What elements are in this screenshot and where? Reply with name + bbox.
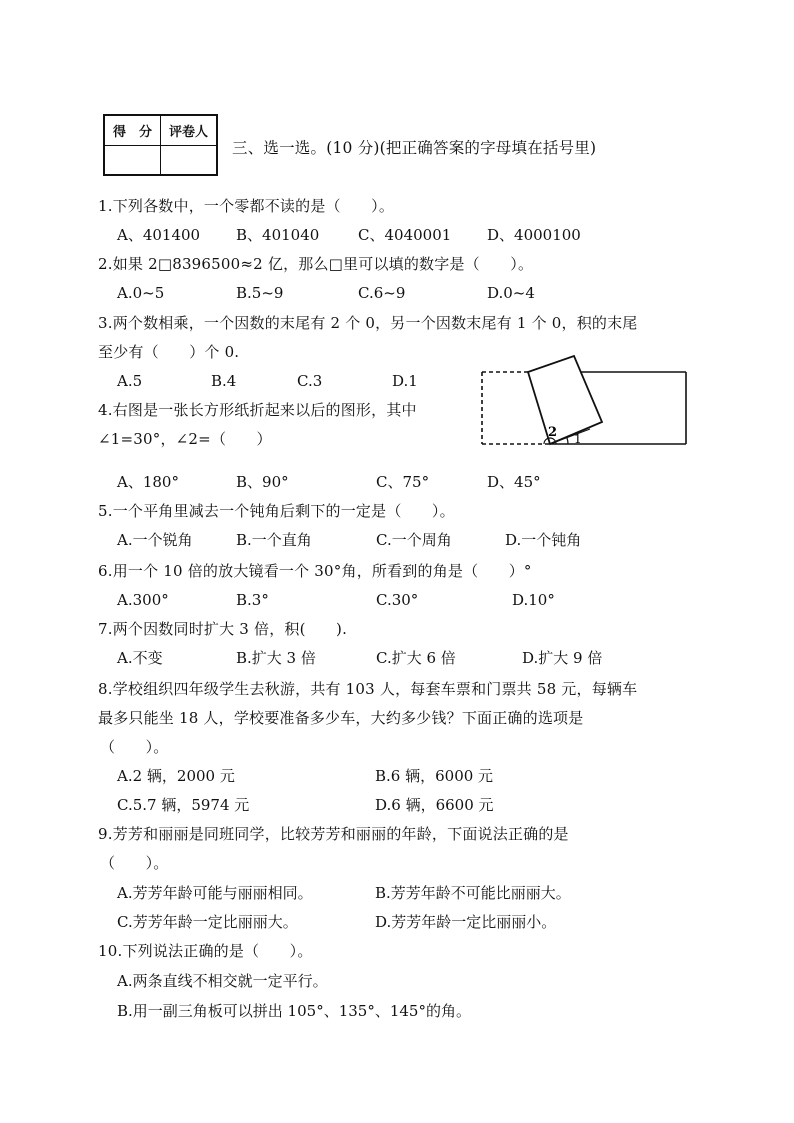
q2-option-b: B.5~9 [236, 284, 284, 302]
grader-header: 评卷人 [161, 115, 218, 146]
question-2-stem: 2.如果 2□8396500≈2 亿，那么□里可以填的数字是（ ）。 [98, 255, 534, 273]
question-6-stem: 6.用一个 10 倍的放大镜看一个 30°角，所看到的角是（ ）° [98, 562, 532, 580]
q6-option-a: A.300° [117, 591, 169, 609]
q1-option-c: C、4040001 [358, 226, 452, 244]
q7-option-b: B.扩大 3 倍 [236, 649, 316, 667]
q8-option-b: B.6 辆，6000 元 [375, 767, 494, 785]
question-5-stem: 5.一个平角里减去一个钝角后剩下的一定是（ ）。 [98, 502, 455, 520]
q6-option-b: B.3° [236, 591, 269, 609]
question-7-stem: 7.两个因数同时扩大 3 倍，积( ). [98, 620, 348, 638]
question-8-stem-line3: （ ）。 [100, 738, 169, 756]
question-4-stem-line2: ∠1=30°，∠2=（ ） [98, 430, 272, 448]
q9-option-b: B.芳芳年龄不可能比丽丽大。 [375, 884, 571, 902]
question-3-stem-line2: 至少有（ ）个 0. [98, 343, 240, 361]
q7-option-a: A.不变 [117, 649, 163, 667]
question-3-stem-line1: 3.两个数相乘，一个因数的末尾有 2 个 0，另一个因数末尾有 1 个 0，积的末尾 [98, 314, 638, 332]
q5-option-a: A.一个锐角 [117, 531, 193, 549]
q10-option-b: B.用一副三角板可以拼出 105°、135°、145°的角。 [117, 1002, 471, 1020]
q7-option-c: C.扩大 6 倍 [376, 649, 456, 667]
question-8-stem-line2: 最多只能坐 18 人，学校要准备多少车，大约多少钱？下面正确的选项是 [98, 709, 584, 727]
score-cell [104, 146, 161, 176]
q3-option-b: B.4 [211, 372, 237, 390]
q8-option-a: A.2 辆，2000 元 [117, 767, 235, 785]
q7-option-d: D.扩大 9 倍 [522, 649, 603, 667]
q6-option-d: D.10° [512, 591, 555, 609]
angle-2-label: 2 [548, 425, 558, 440]
folded-flap [528, 356, 602, 444]
q1-option-a: A、401400 [117, 226, 201, 244]
q8-option-c: C.5.7 辆，5974 元 [117, 796, 250, 814]
q9-option-d: D.芳芳年龄一定比丽丽小。 [375, 913, 557, 931]
q9-option-a: A.芳芳年龄可能与丽丽相同。 [117, 884, 313, 902]
section-title: 三、选一选。(10 分)(把正确答案的字母填在括号里) [232, 139, 597, 157]
q9-option-c: C.芳芳年龄一定比丽丽大。 [117, 913, 298, 931]
angle-1-label: 1 [574, 432, 582, 446]
q2-option-c: C.6~9 [358, 284, 406, 302]
q5-option-d: D.一个钝角 [505, 531, 582, 549]
question-1-stem: 1.下列各数中，一个零都不读的是（ ）。 [98, 197, 395, 215]
q6-option-c: C.30° [376, 591, 419, 609]
q4-option-c: C、75° [376, 473, 430, 491]
q3-option-d: D.1 [392, 372, 418, 390]
q2-option-d: D.0~4 [487, 284, 535, 302]
q3-option-a: A.5 [117, 372, 143, 390]
question-8-stem-line1: 8.学校组织四年级学生去秋游，共有 103 人，每套车票和门票共 58 元，每辆车 [98, 680, 638, 698]
grader-cell [161, 146, 218, 176]
question-9-stem-line2: （ ）。 [100, 854, 169, 872]
question-4-stem-line1: 4.右图是一张长方形纸折起来以后的图形，其中 [98, 401, 417, 419]
q2-option-a: A.0~5 [117, 284, 165, 302]
q1-option-b: B、401040 [236, 226, 320, 244]
q5-option-b: B.一个直角 [236, 531, 312, 549]
q1-option-d: D、4000100 [487, 226, 581, 244]
q4-option-a: A、180° [117, 473, 179, 491]
q5-option-c: C.一个周角 [376, 531, 452, 549]
q4-option-b: B、90° [236, 473, 289, 491]
q3-option-c: C.3 [297, 372, 323, 390]
q4-option-d: D、45° [487, 473, 541, 491]
score-header: 得 分 [104, 115, 161, 146]
score-table [103, 114, 218, 176]
question-10-stem: 10.下列说法正确的是（ ）。 [98, 942, 313, 960]
folded-paper-figure [470, 350, 692, 450]
question-9-stem-line1: 9.芳芳和丽丽是同班同学，比较芳芳和丽丽的年龄，下面说法正确的是 [98, 825, 569, 843]
angle-1-arc [567, 438, 568, 444]
q10-option-a: A.两条直线不相交就一定平行。 [117, 972, 328, 990]
q8-option-d: D.6 辆，6600 元 [375, 796, 494, 814]
